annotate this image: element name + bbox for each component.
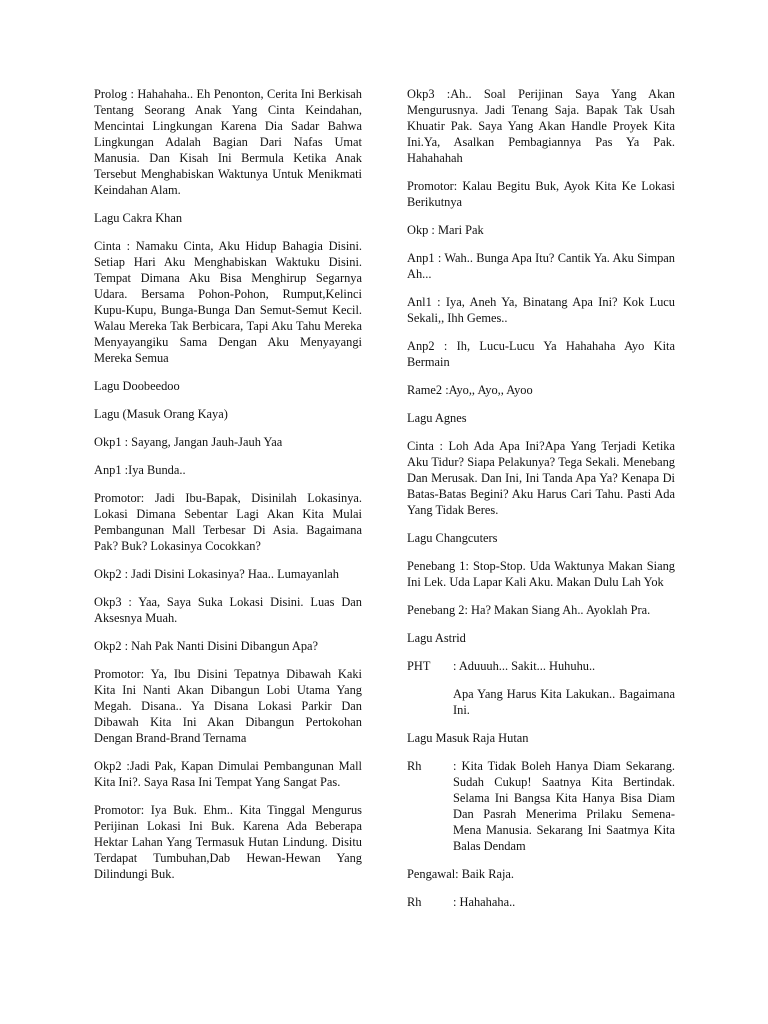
- dialogue-paragraph: Okp2 : Nah Pak Nanti Disini Dibangun Apa?: [94, 639, 319, 653]
- dialogue-paragraph: Penebang 2: Ha? Makan Siang Ah.. Ayoklah Pra.: [407, 603, 651, 617]
- dialogue-paragraph: Anp1 : Wah.. Bunga Apa Itu? Cantik Ya. Aku Simpan Ah...: [407, 251, 675, 281]
- dialogue-paragraph: Cinta : Loh Ada Apa Ini?Apa Yang Terjadi Ketika Aku Tidur? Siapa Pelakunya? Tega Sekali. Menebang Dan Merusak. Dan Ini, Ini Tanda Apa Ya? Kenapa Di Batas-Batas Begini? Aku Harus Cari Tahu. Pasti Ada Yang Tidak Beres.: [407, 439, 675, 517]
- dialogue-text: : Aduuuh... Sakit... Huhuhu..: [453, 659, 596, 673]
- dialogue-paragraph: Cinta : Namaku Cinta, Aku Hidup Bahagia Disini. Setiap Hari Aku Menghabiskan Waktuku Disini. Tempat Dimana Aku Bisa Menghirup Segarnya Udara. Bersama Pohon-Pohon, Rumput,Kelinci Kupu-Kupu, Bunga-Bunga Dan Semut-Semut Kecil. Walau Mereka Tak Berbicara, Tapi Aku Tahu Mereka Menyayangiku Sama Dengan Aku Menyayangi Mereka Semua: [94, 239, 362, 365]
- dialogue-paragraph: Promotor: Ya, Ibu Disini Tepatnya Dibawah Kaki Kita Ini Nanti Akan Dibangun Lobi Utama Yang Megah. Disana.. Ya Disana Lokasi Parkir Dan Dibawah Kita Ini Akan Dibangun Pertokohan Dengan Brand-Brand Ternama: [94, 667, 362, 745]
- song-cue: Lagu Changcuters: [407, 531, 498, 545]
- speaker-label: PHT: [407, 659, 431, 673]
- song-cue: Lagu Agnes: [407, 411, 467, 425]
- dialogue-paragraph: Okp3 :Ah.. Soal Perijinan Saya Yang Akan Mengurusnya. Jadi Tenang Saja. Bapak Tak Usah Khuatir Pak. Saya Yang Akan Handle Proyek Kita Ini.Ya, Asalkan Pembagiannya Pas Ya Pak. Hahahahah: [407, 87, 675, 165]
- dialogue-line-pht: [407, 658, 675, 674]
- dialogue-paragraph: Okp2 :Jadi Pak, Kapan Dimulai Pembangunan Mall Kita Ini?. Saya Rasa Ini Tempat Yang Sangat Pas.: [94, 759, 362, 789]
- dialogue-text: : Hahahaha..: [453, 895, 516, 909]
- dialogue-paragraph: Pengawal: Baik Raja.: [407, 867, 515, 881]
- dialogue-paragraph: Rame2 :Ayo,, Ayo,, Ayoo: [407, 383, 533, 397]
- dialogue-line-rh: [407, 758, 675, 854]
- speaker-label: Rh: [407, 895, 422, 909]
- song-cue: Lagu Doobeedoo: [94, 379, 180, 393]
- dialogue-paragraph: Anl1 : Iya, Aneh Ya, Binatang Apa Ini? Kok Lucu Sekali,, Ihh Gemes..: [407, 295, 675, 325]
- right-column: [407, 86, 675, 922]
- dialogue-paragraph: Okp2 : Jadi Disini Lokasinya? Haa.. Lumayanlah: [94, 567, 339, 581]
- dialogue-paragraph: Promotor: Jadi Ibu-Bapak, Disinilah Lokasinya. Lokasi Dimana Sebentar Lagi Akan Kita Mulai Pembangunan Mall Terbesar Di Asia. Bagaimana Pak? Buk? Lokasinya Cocokkan?: [94, 491, 362, 553]
- dialogue-paragraph: Okp3 : Yaa, Saya Suka Lokasi Disini. Luas Dan Aksesnya Muah.: [94, 595, 362, 625]
- dialogue-line-rh: [407, 894, 675, 910]
- dialogue-paragraph: Okp1 : Sayang, Jangan Jauh-Jauh Yaa: [94, 435, 283, 449]
- dialogue-paragraph: Anp2 : Ih, Lucu-Lucu Ya Hahahaha Ayo Kita Bermain: [407, 339, 675, 369]
- song-cue: Lagu Masuk Raja Hutan: [407, 731, 529, 745]
- dialogue-text: : Kita Tidak Boleh Hanya Diam Sekarang. Sudah Cukup! Saatnya Kita Bertindak. Selama Ini Bangsa Kita Hanya Bisa Diam Dan Pasrah Menerima Prilaku Semena-Mena Manusia. Sekarang Ini Saatmya Kita Balas Dendam: [453, 759, 675, 853]
- song-cue: Lagu Astrid: [407, 631, 466, 645]
- dialogue-paragraph: Anp1 :Iya Bunda..: [94, 463, 186, 477]
- left-column: [94, 86, 362, 894]
- prolog-paragraph: Prolog : Hahahaha.. Eh Penonton, Cerita Ini Berkisah Tentang Seorang Anak Yang Cinta Keindahan, Mencintai Lingkungan Karena Dia Sadar Bahwa Lingkungan Adalah Bagian Dari Nafas Umat Manusia. Dan Kisah Ini Bermula Ketika Anak Tersebut Menghabiskan Waktunya Untuk Menikmati Keindahan Alam.: [94, 87, 362, 197]
- song-cue: Lagu Cakra Khan: [94, 211, 183, 225]
- dialogue-paragraph: Promotor: Kalau Begitu Buk, Ayok Kita Ke Lokasi Berikutnya: [407, 179, 675, 209]
- dialogue-paragraph: Okp : Mari Pak: [407, 223, 484, 237]
- dialogue-paragraph: Promotor: Iya Buk. Ehm.. Kita Tinggal Mengurus Perijinan Lokasi Ini Buk. Karena Ada Beberapa Hektar Lahan Yang Termasuk Hutan Lindung. Disitu Terdapat Tumbuhan,Dab Hewan-Hewan Yang Dilindungi Buk.: [94, 803, 362, 881]
- song-cue: Lagu (Masuk Orang Kaya): [94, 407, 228, 421]
- dialogue-continuation: Apa Yang Harus Kita Lakukan.. Bagaimana Ini.: [453, 687, 675, 717]
- speaker-label: Rh: [407, 759, 422, 773]
- dialogue-paragraph: Penebang 1: Stop-Stop. Uda Waktunya Makan Siang Ini Lek. Uda Lapar Kali Aku. Makan Dulu Lah Yok: [407, 559, 675, 589]
